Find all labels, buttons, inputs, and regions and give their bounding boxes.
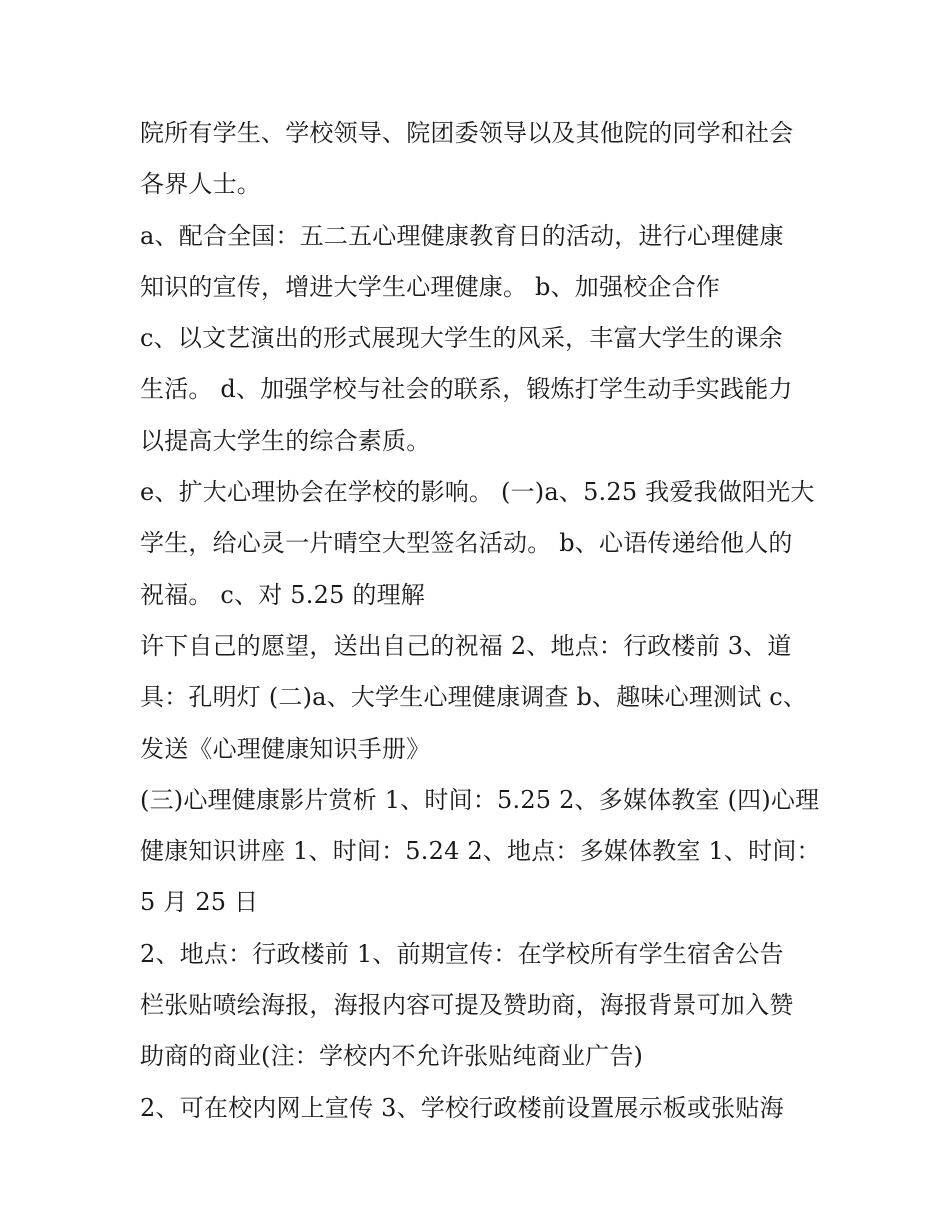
text-line: 许下自己的愿望，送出自己的祝福 2、地点：行政楼前 3、道 bbox=[140, 631, 792, 660]
text-line: 学生，给心灵一片晴空大型签名活动。 b、心语传递给他人的 bbox=[140, 529, 793, 558]
document-body bbox=[140, 108, 820, 1134]
text-line: 栏张贴喷绘海报，海报内容可提及赞助商，海报背景可加入赞 bbox=[140, 991, 794, 1020]
text-line: 助商的商业(注：学校内不允许张贴纯商业广告) bbox=[140, 1042, 644, 1071]
text-line: 2、可在校内网上宣传 3、学校行政楼前设置展示板或张贴海 bbox=[140, 1093, 784, 1122]
text-line: 2、地点：行政楼前 1、前期宣传：在学校所有学生宿舍公告 bbox=[140, 939, 784, 968]
text-line: 各界人士。 bbox=[140, 170, 261, 199]
text-line: 祝福。 c、对 5.25 的理解 bbox=[140, 580, 425, 609]
text-line: a、配合全国：五二五心理健康教育日的活动，进行心理健康 bbox=[140, 221, 784, 250]
text-line: 知识的宣传，增进大学生心理健康。 b、加强校企合作 bbox=[140, 272, 720, 301]
text-line: 院所有学生、学校领导、院团委领导以及其他院的同学和社会 bbox=[140, 119, 794, 147]
text-line: e、扩大心理协会在学校的影响。 (一)a、5.25 我爱我做阳光大 bbox=[140, 478, 815, 507]
text-line: (三)心理健康影片赏析 1、时间：5.25 2、多媒体教室 (四)心理 bbox=[140, 785, 820, 814]
text-line: 5 月 25 日 bbox=[140, 888, 259, 917]
text-line: 发送《心理健康知识手册》 bbox=[140, 734, 431, 763]
text-line: 以提高大学生的综合素质。 bbox=[140, 426, 431, 455]
text-line: c、以文艺演出的形式展现大学生的风采，丰富大学生的课余 bbox=[140, 324, 783, 353]
text-line: 具：孔明灯 (二)a、大学生心理健康调查 b、趣味心理测试 c、 bbox=[140, 683, 808, 712]
text-line: 生活。 d、加强学校与社会的联系，锻炼打学生动手实践能力 bbox=[140, 375, 793, 404]
text-line: 健康知识讲座 1、时间：5.24 2、地点：多媒体教室 1、时间： bbox=[140, 837, 821, 866]
